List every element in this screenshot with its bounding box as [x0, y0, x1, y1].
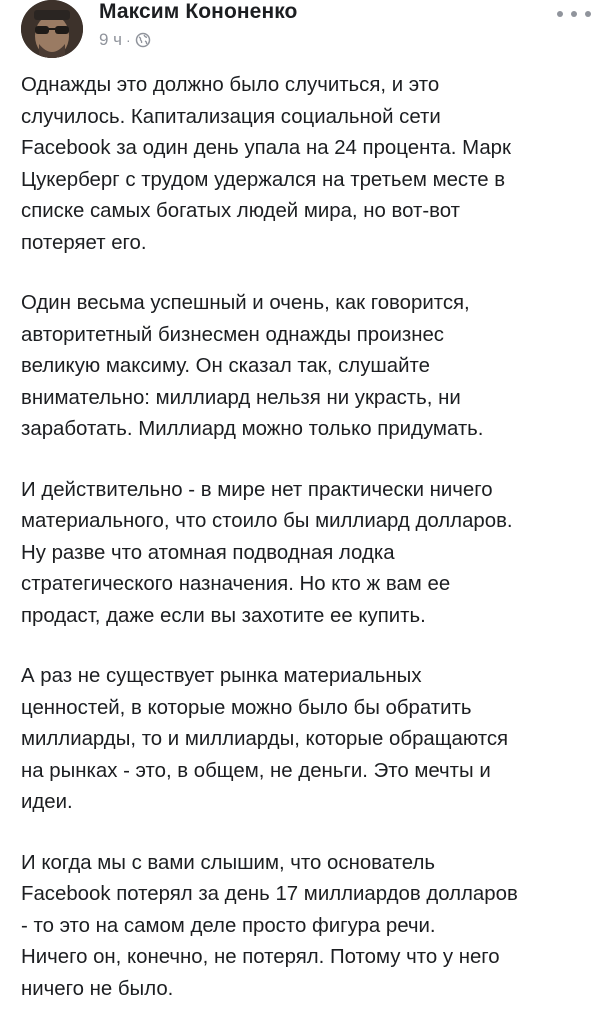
post-meta — [99, 30, 151, 50]
author-name[interactable]: Максим Кононенко — [99, 0, 298, 23]
post-paragraph: Однажды это должно было случиться, и это случилось. Капитализация социальной сети Facebook за один день упала на 24 процента. Марк Цукерберг с трудом удержался на третьем месте в списке самых богатых людей мира, но вот-вот потеряет его. — [21, 74, 511, 254]
avatar-image — [21, 0, 83, 58]
post-header — [0, 0, 611, 62]
more-options-icon[interactable] — [557, 6, 591, 22]
post-paragraph: Один весьма успешный и очень, как говорится, авторитетный бизнесмен однажды произнес великую максиму. Он сказал так, слушайте внимательно: миллиард нельзя ни украсть, ни заработать. Миллиард можно только придумать. — [21, 292, 484, 440]
meta-separator: · — [126, 32, 131, 48]
avatar[interactable] — [21, 0, 83, 58]
post-paragraph: И когда мы с вами слышим, что основатель Facebook потерял за день 17 миллиардов долларов - то это на самом деле просто фигура речи. Ничего он, конечно, не потерял. Потому что у него ничего не было. — [21, 851, 518, 1000]
post-paragraph: А раз не существует рынка материальных ценностей, в которые можно было бы обратить миллиарды, то и миллиарды, которые обращаются на рынках - это, в общем, не деньги. Это мечты и идеи. — [21, 665, 509, 813]
post-paragraph: И действительно - в мире нет практически ничего материального, что стоило бы миллиард долларов. Ну разве что атомная подводная лодка стратегического назначения. Но кто ж вам ее продаст, даже если вы захотите ее купить. — [21, 478, 513, 627]
globe-icon[interactable] — [135, 32, 151, 48]
post-time[interactable]: 9 ч — [99, 30, 123, 49]
post-body — [21, 70, 606, 1034]
